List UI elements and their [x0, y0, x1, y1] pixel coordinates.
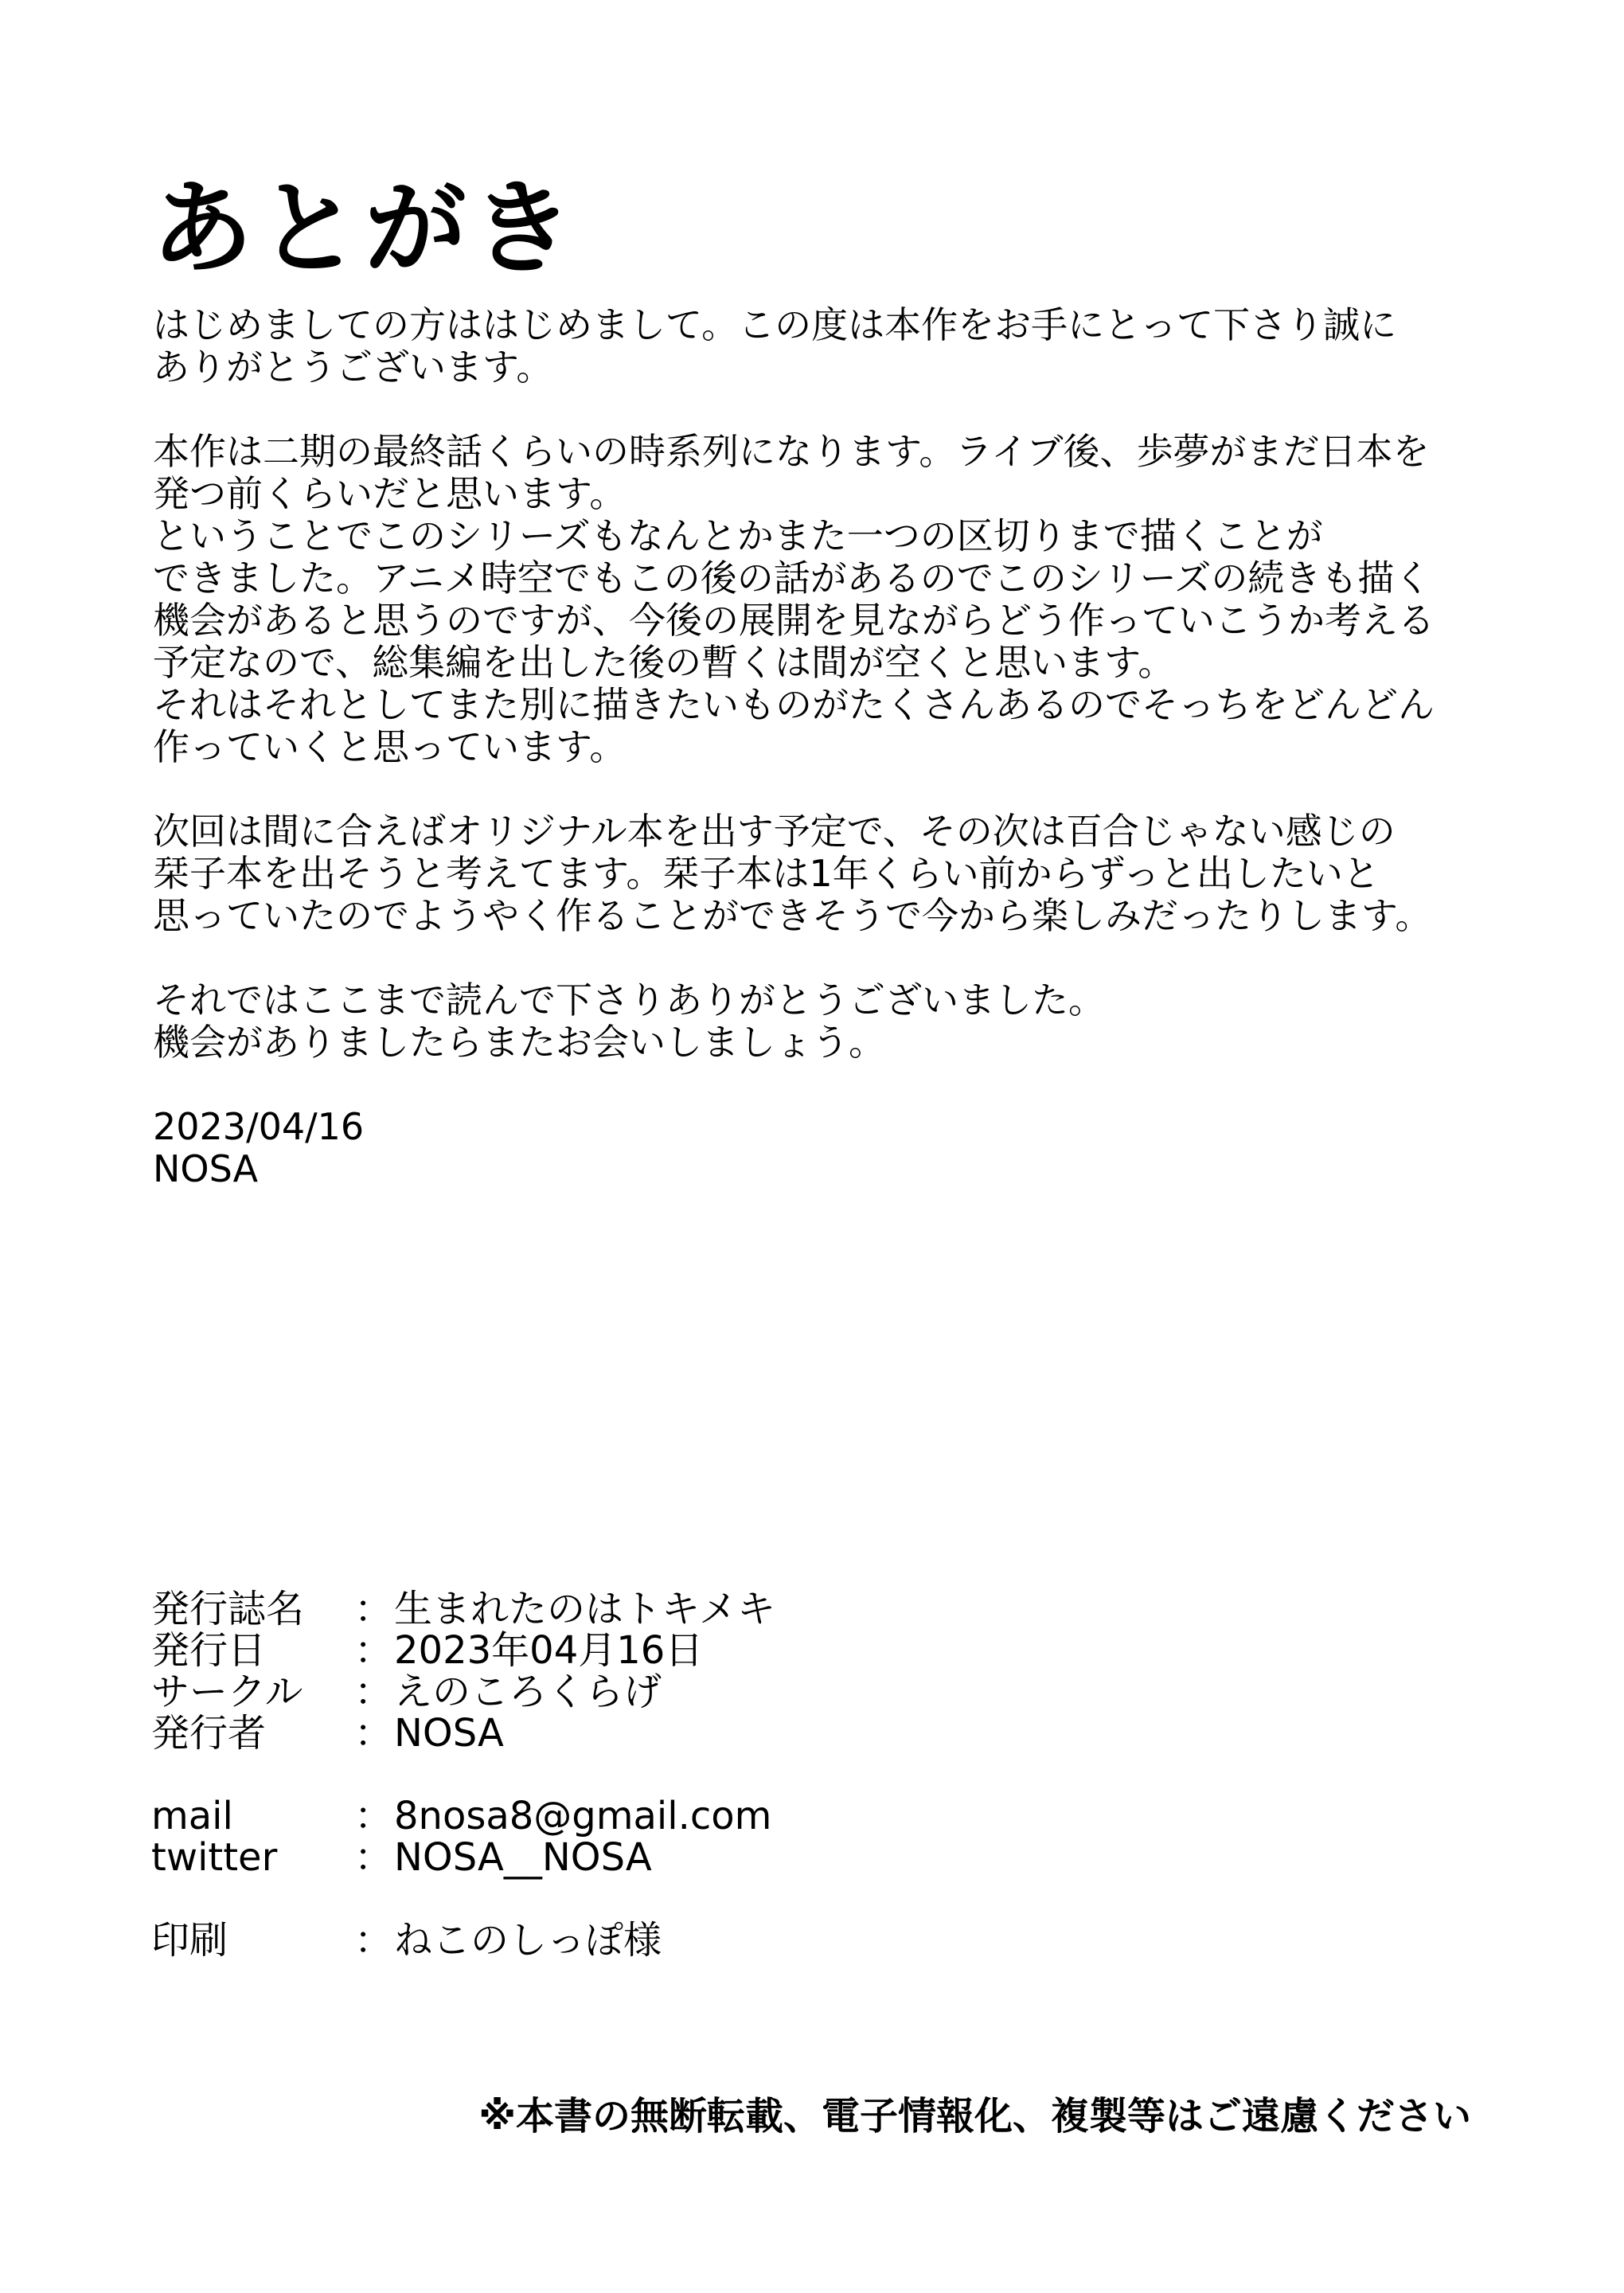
- text-line: 発つ前くらいだと思います。: [153, 472, 627, 515]
- colophon-row-date: [151, 1630, 775, 1671]
- colophon-label: サークル: [151, 1670, 303, 1714]
- text-line: はじめましての方ははじめまして。この度は本作をお手にとって下さり誠に: [153, 303, 1397, 346]
- date: 2023/04/16: [153, 1105, 365, 1148]
- colophon-label: 発行誌名: [151, 1587, 305, 1631]
- spacer: [151, 1878, 775, 1920]
- author-name: NOSA: [153, 1147, 259, 1190]
- text-line: 思っていたのでようやく作ることができそうで今から楽しみだったりします。: [153, 894, 1432, 937]
- text-line: 機会があると思うのですが、今後の展開を見ながらどう作っていこうか考える: [153, 599, 1435, 642]
- colophon-colon: ：: [354, 1670, 393, 1714]
- colophon-value: ねこのしっぽ様: [394, 1918, 662, 1963]
- text-line: 次回は間に合えばオリジナル本を出す予定で、その次は百合じゃない感じの: [153, 810, 1396, 853]
- paragraph-story: [153, 431, 1522, 768]
- colophon-label: twitter: [151, 1835, 278, 1880]
- colophon-label: 印刷: [151, 1918, 228, 1963]
- text-line: それではここまで読んで下さりありがとうございました。: [153, 979, 1105, 1021]
- colophon: [151, 1588, 775, 1961]
- colophon-colon: ：: [354, 1835, 393, 1880]
- copyright-notice: ※本書の無断転載、電子情報化、複製等はご遠慮ください: [478, 2094, 1471, 2139]
- text-line: 栞子本を出そうと考えてます。栞子本は1年くらい前からずっと出したいと: [153, 852, 1380, 895]
- colophon-colon: ：: [354, 1587, 393, 1631]
- spacer: [151, 1754, 775, 1795]
- colophon-row-publisher: [151, 1713, 775, 1754]
- text-line: 機会がありましたらまたお会いしましょう。: [153, 1021, 885, 1064]
- text-line: 作っていくと思っています。: [153, 725, 627, 768]
- text-line: 本作は二期の最終話くらいの時系列になります。ライブ後、歩夢がまだ日本を: [153, 430, 1430, 473]
- colophon-row-twitter: [151, 1837, 775, 1878]
- paragraph-thanks: [153, 979, 1522, 1064]
- colophon-label: 発行者: [151, 1711, 267, 1756]
- colophon-label: mail: [151, 1794, 233, 1838]
- colophon-row-mail: [151, 1795, 775, 1837]
- text-line: できました。アニメ時空でもこの後の話があるのでこのシリーズの続きも描く: [153, 557, 1431, 600]
- afterword-body: [153, 304, 1522, 1232]
- colophon-value: NOSA: [394, 1711, 504, 1756]
- colophon-colon: ：: [354, 1794, 393, 1838]
- text-line: それはそれとしてまた別に描きたいものがたくさんあるのでそっちをどんどん: [153, 683, 1435, 726]
- colophon-label: 発行日: [151, 1628, 267, 1673]
- colophon-row-printer: [151, 1920, 775, 1961]
- page-title: あとがき: [151, 169, 579, 288]
- signature: [153, 1106, 1522, 1190]
- colophon-value: 2023年04月16日: [394, 1628, 704, 1673]
- colophon-row-title: [151, 1588, 775, 1630]
- colophon-value: 生まれたのはトキメキ: [394, 1587, 776, 1631]
- colophon-colon: ：: [354, 1711, 393, 1756]
- text-line: ということでこのシリーズもなんとかまた一つの区切りまで描くことが: [153, 514, 1323, 557]
- colophon-colon: ：: [354, 1918, 393, 1963]
- mail-address: 8nosa8@gmail.com: [394, 1794, 772, 1838]
- colophon-value: えのころくらげ: [394, 1670, 662, 1714]
- twitter-handle: NOSA__NOSA: [394, 1835, 652, 1880]
- paragraph-greeting: [153, 304, 1522, 389]
- colophon-row-circle: [151, 1671, 775, 1713]
- text-line: ありがとうございます。: [153, 346, 553, 389]
- text-line: 予定なので、総集編を出した後の暫くは間が空くと思います。: [153, 641, 1175, 684]
- paragraph-next: [153, 811, 1522, 937]
- colophon-colon: ：: [354, 1628, 393, 1673]
